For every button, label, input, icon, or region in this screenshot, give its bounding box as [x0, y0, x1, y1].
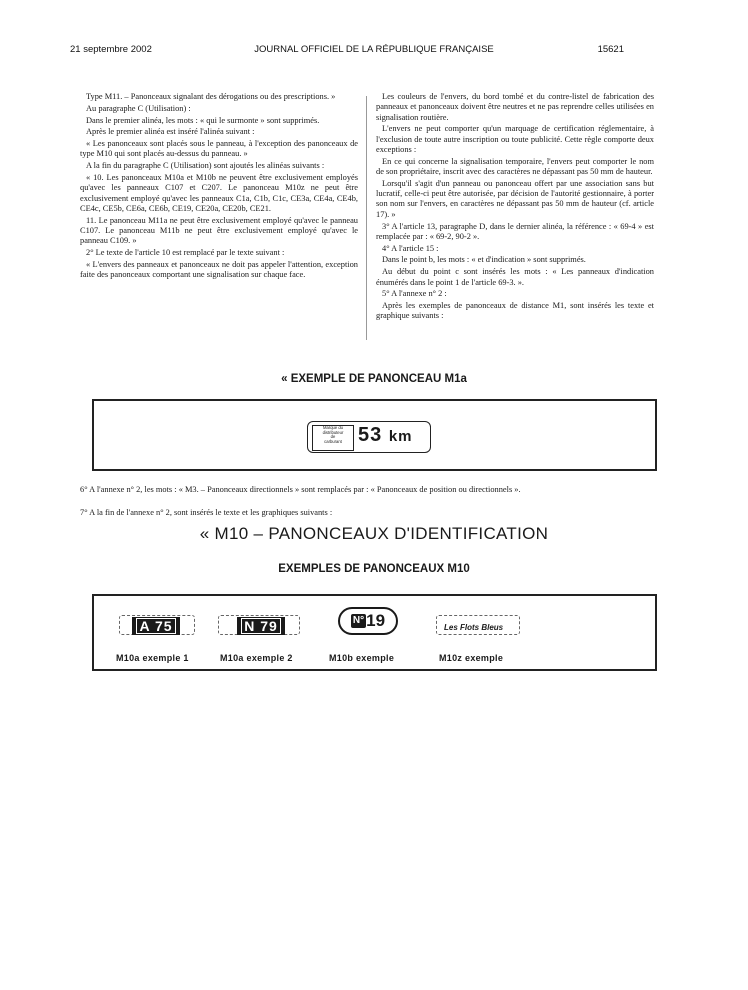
paragraph: Après le premier alinéa est inséré l'alinéa suivant :: [86, 127, 255, 137]
number-badge: N°: [352, 615, 365, 626]
paragraph: 3° A l'article 13, paragraphe D, dans le dernier alinéa, la référence : « 69-4 » est remplacée par : « 69-2, 90-2 ».: [376, 221, 654, 241]
paragraph: Lorsqu'il s'agit d'un panneau ou panonceau offert par une association sans but lucratif, celle-ci peut être autorisée, par décision de l'autorité gestionnaire, à porter son nom sur l'envers, en caractères ne dépassant pas 50 mm de hauteur (cf. article 17). »: [376, 178, 654, 219]
paragraph: Dans le point b, les mots : « et d'indication » sont supprimés.: [382, 255, 586, 265]
paragraph: Type M11. – Panonceaux signalant des dérogations ou des prescriptions. »: [86, 92, 336, 101]
distance-label: [358, 424, 413, 447]
m1a-section-title: « EXEMPLE DE PANONCEAU M1a: [281, 373, 467, 385]
m10a-caption-1: M10a exemple 1: [116, 653, 189, 663]
header-title: JOURNAL OFFICIEL DE LA RÉPUBLIQUE FRANÇAISE: [254, 44, 494, 55]
m1a-example-box: [92, 399, 657, 471]
fuel-brand-line: carburant: [324, 438, 342, 444]
fuel-brand-panel: [312, 425, 354, 451]
paragraph: Les couleurs de l'envers, du bord tombé et du contre-listel de fabrication des panneaux et panonceaux doivent être neutres et ne pas reprendre celles utilisées en signalisation routière.: [376, 92, 654, 122]
distance-value: 53: [358, 424, 383, 446]
m10z-caption: M10z exemple: [439, 653, 504, 663]
m10b-caption: M10b exemple: [329, 653, 395, 663]
m10-examples-box: [92, 594, 657, 671]
amendment-6-text: 6° A l'annexe n° 2, les mots : « M3. – Panonceaux directionnels » sont remplacés par : « Panonceaux de position ou directionnels ».: [80, 485, 521, 494]
m10a-caption-2: M10a exemple 2: [220, 653, 293, 663]
left-text-column: [80, 92, 358, 282]
distance-unit: km: [388, 428, 413, 445]
paragraph: 5° A l'annexe n° 2 :: [382, 289, 447, 299]
paragraph: 4° A l'article 15 :: [382, 243, 439, 253]
paragraph: « Les panonceaux sont placés sous le panneau, à l'exception des panonceaux de type M10 qui sont placés au-dessus du panneau. »: [80, 139, 358, 159]
m10b-sign: [338, 607, 398, 635]
m1a-sign: [307, 421, 431, 453]
right-text-column: [376, 92, 654, 323]
road-number: A 75: [136, 618, 175, 634]
paragraph: A la fin du paragraphe C (Utilisation) sont ajoutés les alinéas suivants :: [86, 161, 325, 171]
paragraph: Au début du point c sont insérés les mots : « Les panneaux d'indication énumérés dans le point 1 de l'article 69-3. ».: [376, 267, 654, 287]
exit-number: 19: [366, 611, 386, 630]
fuel-brand-line: distributeur: [322, 429, 344, 435]
header-date: 21 septembre 2002: [70, 44, 152, 55]
fuel-brand-line: Marque du: [322, 425, 344, 430]
paragraph: « L'envers des panneaux et panonceaux ne doit pas appeler l'attention, exception faite des panonceaux comportant une signalisation sur chaque face.: [80, 259, 358, 280]
m10-section-title: « M10 – PANONCEAUX D'IDENTIFICATION: [199, 524, 549, 543]
road-number: N 79: [241, 618, 281, 634]
paragraph: Dans le premier alinéa, les mots : « qui le surmonte » sont supprimés.: [86, 115, 320, 125]
paragraph: L'envers ne peut comporter qu'un marquage de certification réglementaire, à l'exclusion de toute autre inscription ou toute publicité. Cette règle comporte deux exceptions :: [376, 124, 654, 154]
paragraph: 11. Le panonceau M11a ne peut être exclusivement employé qu'avec le panneau C107. Le panonceau M11b ne peut être exclusivement employé qu'avec le panneau C109. »: [80, 215, 358, 246]
paragraph: 2° Le texte de l'article 10 est remplacé par le texte suivant :: [86, 248, 285, 258]
paragraph: « 10. Les panonceaux M10a et M10b ne peuvent être exclusivement employés qu'avec les panneaux C107 et C207. Le panonceau M10z ne peut être exclusivement employé qu'avec les panneaux C1a, C1b, C1c, CE3a, CE4a, CE4b, CE4c, CE5b, CE6a, CE6b, CE19, CE20a, CE20b, CE21.: [80, 173, 358, 213]
paragraph: En ce qui concerne la signalisation temporaire, l'envers peut comporter le nom de son propriétaire, inscrit avec des caractères ne dépassant pas 50 mm de hauteur.: [376, 156, 654, 177]
m10z-sign: Les Flots Bleus: [444, 623, 504, 632]
column-divider: [366, 96, 367, 340]
m10-examples-subtitle: EXEMPLES DE PANONCEAUX M10: [278, 563, 470, 575]
amendment-7-text: 7° A la fin de l'annexe n° 2, sont insérés le texte et les graphiques suivants :: [80, 508, 333, 517]
header-page-number: 15621: [597, 44, 624, 55]
fuel-brand-line: de: [330, 434, 336, 440]
m10a-sign-2: [237, 617, 285, 635]
m10a-sign-1: [132, 617, 180, 635]
paragraph: Au paragraphe C (Utilisation) :: [86, 103, 191, 113]
paragraph: Après les exemples de panonceaux de distance M1, sont insérés les texte et graphique suivants :: [376, 301, 654, 321]
